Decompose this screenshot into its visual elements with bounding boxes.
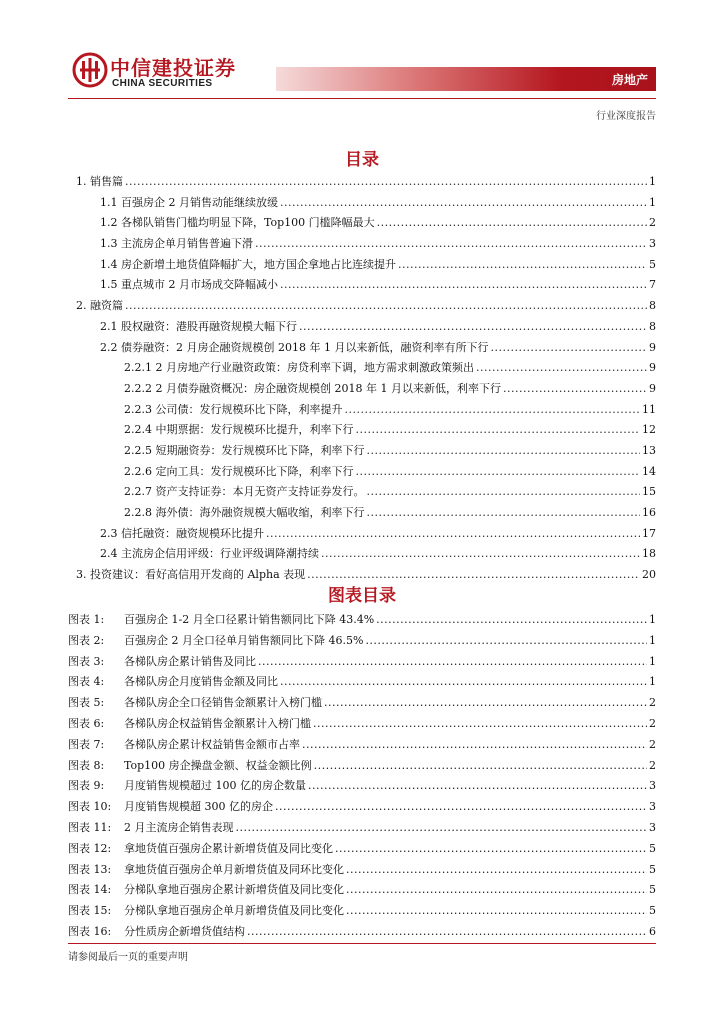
figure-page: 1 (649, 613, 656, 626)
figure-page: 3 (649, 800, 656, 814)
dot-leader (355, 462, 640, 483)
dot-leader (324, 693, 647, 714)
dot-leader (302, 735, 647, 756)
figure-label: Top100 房企操盘金额、权益金额比例 (124, 758, 312, 772)
china-securities-logo-icon (72, 52, 108, 88)
toc-entry[interactable] (76, 317, 656, 338)
figure-number: 图表 14: (68, 883, 112, 897)
figure-number: 图表 5: (68, 696, 105, 710)
figure-page: 1 (649, 654, 656, 668)
figure-page: 5 (649, 904, 656, 918)
toc-entry[interactable] (76, 275, 656, 296)
toc-entry-label: 2.2.3 公司债：发行规模环比下降，利率提升 (124, 402, 343, 416)
dot-leader (266, 524, 640, 545)
toc-entry[interactable] (76, 172, 656, 193)
figure-page: 5 (649, 883, 656, 897)
toc-entry-page: 13 (642, 443, 656, 457)
dot-leader (258, 652, 647, 673)
figure-entry[interactable] (68, 610, 656, 631)
figure-number: 图表 12: (68, 841, 112, 855)
toc-entry-label: 2.1 股权融资：港股再融资规模大幅下行 (100, 319, 297, 333)
toc-entry[interactable] (76, 358, 656, 379)
toc-entry-page: 12 (642, 423, 656, 437)
toc-entry-page: 16 (642, 506, 656, 519)
footer-divider (68, 943, 656, 944)
figure-page: 5 (649, 841, 656, 855)
dot-leader (376, 610, 647, 631)
toc-entry-label: 2.4 主流房企信用评级：行业评级调降潮持续 (100, 547, 319, 561)
toc-entry-label: 2. 融资篇 (76, 299, 123, 313)
dot-leader (125, 296, 647, 317)
figure-entry[interactable] (68, 797, 656, 818)
dot-leader (366, 482, 640, 503)
toc-entry-page: 9 (649, 340, 656, 354)
toc-entry[interactable] (76, 503, 656, 524)
figure-number: 图表 1: (68, 613, 105, 626)
figure-number: 图表 11: (68, 820, 112, 834)
toc-entry-label: 2.2.8 海外债：海外融资规模大幅收缩，利率下行 (124, 506, 365, 519)
report-type: 行业深度报告 (596, 111, 656, 122)
figure-number: 图表 6: (68, 716, 105, 730)
dot-leader (125, 172, 647, 193)
figure-page: 5 (649, 862, 656, 876)
toc-entry[interactable] (76, 379, 656, 400)
toc-entry[interactable] (76, 255, 656, 276)
toc-entry-label: 3. 投资建议：看好高信用开发商的 Alpha 表现 (76, 568, 306, 582)
dot-leader (275, 797, 647, 818)
figure-page: 2 (649, 696, 656, 710)
dot-leader (321, 544, 640, 565)
toc-entry-page: 5 (649, 257, 656, 271)
toc-entry-page: 1 (649, 175, 656, 188)
toc-entry-label: 1.5 重点城市 2 月市场成交降幅减小 (100, 278, 278, 292)
figure-entry[interactable] (68, 818, 656, 839)
dot-leader (344, 400, 640, 421)
toc-entry-label: 2.2.1 2 月房地产行业融资政策：房贷利率下调，地方需求刺激政策频出 (124, 361, 474, 375)
figure-number: 图表 15: (68, 904, 112, 918)
toc-entry-page: 20 (642, 568, 656, 582)
toc-entry-page: 9 (649, 361, 656, 375)
toc-entry-label: 1.1 百强房企 2 月销售动能继续放缓 (100, 195, 278, 209)
figure-entry[interactable] (68, 839, 656, 860)
toc-entry[interactable] (76, 234, 656, 255)
footer-disclaimer: 请参阅最后一页的重要声明 (68, 952, 188, 963)
figure-page: 1 (649, 633, 656, 647)
figure-number: 图表 4: (68, 675, 105, 689)
toc-entry-page: 18 (642, 547, 656, 561)
dot-leader (377, 213, 647, 234)
toc-entry-label: 2.2.7 资产支持证券：本月无资产支持证券发行。 (124, 485, 365, 499)
dot-leader (346, 901, 647, 922)
toc-entry-page: 15 (642, 485, 656, 499)
toc-title: 目录 (345, 150, 379, 170)
dot-leader (365, 631, 647, 652)
toc-entry-page: 8 (649, 299, 656, 313)
dot-leader (313, 714, 647, 735)
figure-label: 百强房企 1-2 月全口径累计销售额同比下降 43.4% (124, 613, 375, 626)
dot-leader (335, 839, 647, 860)
toc-entry[interactable] (76, 524, 656, 545)
figure-entry[interactable] (68, 693, 656, 714)
toc-entry-label: 2.2 债券融资：2 月房企融资规模创 2018 年 1 月以来新低，融资利率有所下行 (100, 340, 489, 354)
toc-entry-label: 2.2.2 2 月债券融资概况：房企融资规模创 2018 年 1 月以来新低，利率下行 (124, 381, 501, 395)
dot-leader (236, 818, 648, 839)
figure-entry[interactable] (68, 776, 656, 797)
toc-entry-label: 1.4 房企新增土地货值降幅扩大，地方国企拿地占比连续提升 (100, 257, 396, 271)
toc-entry[interactable] (76, 296, 656, 317)
figure-label: 月度销售规模超过 100 亿的房企数量 (124, 779, 306, 793)
figure-label: 拿地货值百强房企累计新增货值及同比变化 (124, 841, 333, 855)
dot-leader (314, 756, 647, 777)
dot-leader (366, 441, 640, 462)
figure-entry[interactable] (68, 735, 656, 756)
dot-leader (255, 234, 647, 255)
dot-leader (366, 503, 640, 524)
figure-page: 6 (649, 924, 656, 938)
toc-entry-label: 2.2.6 定向工具：发行规模环比下降，利率下行 (124, 464, 354, 478)
toc-entry[interactable] (76, 193, 656, 214)
figure-number: 图表 2: (68, 633, 105, 647)
toc-entry-label: 2.2.4 中期票据：发行规模环比提升，利率下行 (124, 423, 354, 437)
figure-label: 分梯队拿地百强房企累计新增货值及同比变化 (124, 883, 344, 897)
figure-label: 百强房企 2 月全口径单月销售额同比下降 46.5% (124, 633, 364, 647)
figure-entry[interactable] (68, 714, 656, 735)
figure-entry[interactable] (68, 756, 656, 777)
figure-list-title: 图表目录 (328, 586, 396, 606)
dot-leader (308, 776, 647, 797)
dot-leader (503, 379, 647, 400)
logo-english-name: CHINA SECURITIES (112, 78, 213, 89)
figure-number: 图表 10: (68, 800, 112, 814)
figure-entry[interactable] (68, 652, 656, 673)
figure-label: 各梯队房企累计权益销售金额市占率 (124, 737, 300, 751)
figure-label: 各梯队房企全口径销售金额累计入榜门槛 (124, 696, 322, 710)
dot-leader (398, 255, 647, 276)
figure-number: 图表 16: (68, 924, 112, 938)
toc-entry[interactable] (76, 400, 656, 421)
page-header (0, 0, 724, 120)
dot-leader (299, 317, 647, 338)
figure-page: 3 (649, 820, 656, 834)
dot-leader (280, 672, 647, 693)
figure-page: 1 (649, 675, 656, 689)
figure-entry[interactable] (68, 901, 656, 922)
table-of-contents (76, 172, 656, 586)
figure-number: 图表 13: (68, 862, 112, 876)
dot-leader (355, 420, 640, 441)
dot-leader (476, 358, 647, 379)
figure-entry[interactable] (68, 672, 656, 693)
figure-number: 图表 3: (68, 654, 105, 668)
toc-entry[interactable] (76, 420, 656, 441)
dot-leader (247, 922, 647, 943)
figure-number: 图表 8: (68, 758, 105, 772)
figure-number: 图表 7: (68, 737, 105, 751)
toc-entry-page: 9 (649, 381, 656, 395)
dot-leader (280, 275, 647, 296)
toc-entry-label: 1. 销售篇 (76, 175, 123, 188)
toc-entry-page: 2 (649, 216, 656, 230)
dot-leader (346, 860, 647, 881)
toc-entry[interactable] (76, 544, 656, 565)
dot-leader (280, 193, 647, 214)
figure-label: 各梯队房企权益销售金额累计入榜门槛 (124, 716, 311, 730)
figure-page: 2 (649, 737, 656, 751)
toc-entry-label: 2.3 信托融资：融资规模环比提升 (100, 526, 264, 540)
toc-entry-page: 14 (642, 464, 656, 478)
toc-entry[interactable] (76, 441, 656, 462)
figure-number: 图表 9: (68, 779, 105, 793)
figure-label: 月度销售规模超 300 亿的房企 (124, 800, 273, 814)
figure-page: 2 (649, 758, 656, 772)
toc-entry[interactable] (76, 462, 656, 483)
toc-entry-label: 1.3 主流房企单月销售普遍下滑 (100, 237, 253, 251)
dot-leader (490, 338, 647, 359)
figure-entry[interactable] (68, 860, 656, 881)
figure-list (68, 610, 656, 943)
figure-label: 分性质房企新增货值结构 (124, 924, 245, 938)
toc-entry[interactable] (76, 213, 656, 234)
figure-label: 各梯队房企累计销售及同比 (124, 654, 256, 668)
figure-entry[interactable] (68, 631, 656, 652)
toc-entry-page: 3 (649, 237, 656, 251)
toc-entry-page: 11 (642, 402, 656, 416)
toc-entry-page: 17 (642, 526, 656, 540)
figure-label: 各梯队房企月度销售金额及同比 (124, 675, 278, 689)
figure-page: 2 (649, 716, 656, 730)
toc-entry-page: 7 (649, 278, 656, 292)
figure-page: 3 (649, 779, 656, 793)
logo-chinese-name: 中信建投证券 (110, 56, 236, 80)
toc-entry-label: 2.2.5 短期融资券：发行规模环比下降，利率下行 (124, 443, 365, 457)
toc-entry-label: 1.2 各梯队销售门槛均明显下降，Top100 门槛降幅最大 (100, 216, 375, 230)
toc-entry[interactable] (76, 338, 656, 359)
toc-entry-page: 1 (649, 195, 656, 209)
figure-label: 2 月主流房企销售表现 (124, 820, 234, 834)
sector-label: 房地产 (611, 73, 648, 87)
dot-leader (346, 880, 647, 901)
toc-entry-page: 8 (649, 319, 656, 333)
sector-banner (276, 67, 656, 91)
figure-label: 拿地货值百强房企单月新增货值及同环比变化 (124, 862, 344, 876)
header-divider (68, 98, 656, 99)
figure-entry[interactable] (68, 880, 656, 901)
figure-entry[interactable] (68, 922, 656, 943)
figure-label: 分梯队拿地百强房企单月新增货值及同比变化 (124, 904, 344, 918)
toc-entry[interactable] (76, 482, 656, 503)
